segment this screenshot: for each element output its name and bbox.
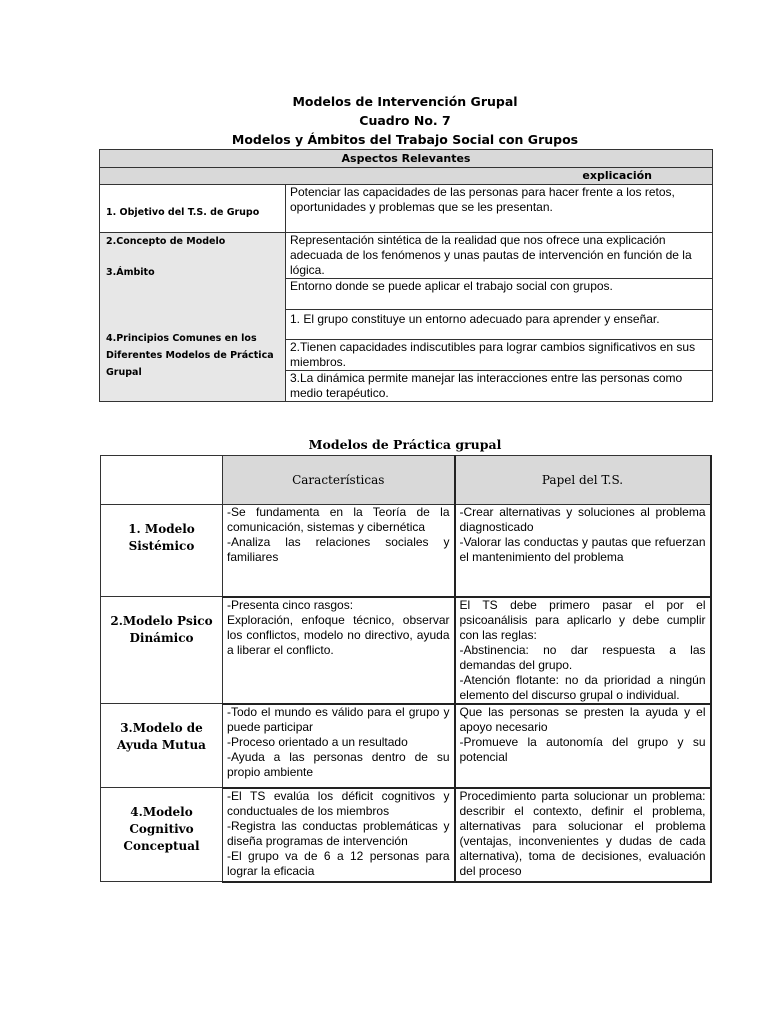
model-characteristics (223, 788, 455, 882)
label-ambito: 3.Ámbito (106, 267, 155, 278)
characteristic-line: -Ayuda a las personas dentro de su propio ambiente (227, 749, 450, 779)
characteristic-line: -Se fundamenta en la Teoría de la comunicación, sistemas y cibernética (227, 505, 450, 534)
row-label-principios: 4.Principios Comunes en los Diferentes Modelos de Práctica Grupal (100, 310, 286, 402)
principle-1: 1. El grupo constituye un entorno adecuado para aprender y enseñar. (286, 310, 713, 340)
characteristic-line: -Registra las conductas problemáticas y diseña programas de intervención (227, 818, 450, 848)
characteristic-line: -Presenta cinco rasgos: (227, 597, 354, 612)
characteristic-line: -Proceso orientado a un resultado (227, 734, 408, 749)
model-characteristics (223, 704, 455, 788)
model-ts-role (455, 788, 711, 882)
role-line: -Promueve la autonomía del grupo y su potencial (459, 734, 706, 764)
model-ts-role (455, 505, 711, 597)
empty-corner-cell (101, 456, 223, 505)
principle-2: 2.Tienen capacidades indiscutibles para lograr cambios significativos en sus miembros. (286, 340, 713, 371)
model-name: 3.Modelo de Ayuda Mutua (101, 704, 223, 788)
subtitle: Modelos y Ámbitos del Trabajo Social con Grupos (231, 132, 579, 147)
characteristic-line: -Todo el mundo es válido para el grupo y puede participar (227, 704, 450, 734)
row-text-objetivo: Potenciar las capacidades de las personas para hacer frente a los retos, oportunidades y problemas que se les presentan. (286, 185, 713, 233)
practice-models-table (100, 455, 712, 883)
role-line: Que las personas se presten la ayuda y el apoyo necesario (459, 704, 706, 734)
characteristic-line: Exploración, enfoque técnico, observar los conflictos, modelo no directivo, ayuda a liberar el conflicto. (227, 612, 450, 657)
model-ts-role (455, 704, 711, 788)
role-line: El TS debe primero pasar el por el psicoanálisis para aplicarlo y debe cumplir con las reglas: (459, 597, 706, 642)
row-text-ambito: Entorno donde se puede aplicar el trabajo social con grupos. (286, 279, 713, 310)
role-line: -Atención flotante: no da prioridad a ningún elemento del discurso grupal o individual. (459, 672, 706, 702)
main-title: Modelos de Intervención Grupal (292, 94, 518, 109)
row-label-objetivo: 1. Objetivo del T.S. de Grupo (100, 185, 286, 233)
role-line: Procedimiento parta solucionar un problema: describir el contexto, definir el problema, alternativas para solucionar el problema (ventajas, inconvenientes y dudas de cada alternativa), toma de decisiones, evaluación del proceso (459, 788, 706, 878)
model-name: 2.Modelo Psico Dinámico (101, 597, 223, 704)
row-text-concepto: Representación sintética de la realidad que nos ofrece una explicación adecuada de los fenómenos y unas pautas de intervención en función de la lógica. (286, 233, 713, 279)
header-aspectos: Aspectos Relevantes (100, 150, 713, 168)
model-characteristics (223, 505, 455, 597)
principle-3: 3.La dinámica permite manejar las interacciones entre las personas como medio terapéutico. (286, 371, 713, 402)
role-line: -Abstinencia: no dar respuesta a las demandas del grupo. (459, 642, 706, 672)
header-papel-ts: Papel del T.S. (455, 456, 711, 505)
header-explicacion: explicación (100, 168, 713, 185)
characteristic-line: -El grupo va de 6 a 12 personas para lograr la eficacia (227, 848, 450, 878)
row-label-concepto-ambito (100, 233, 286, 310)
characteristic-line: -Analiza las relaciones sociales y familiares (227, 535, 450, 564)
document-titles (0, 92, 768, 149)
relevant-aspects-table (99, 149, 713, 402)
role-line: -Valorar las conductas y pautas que refuerzan el mantenimiento del problema (459, 535, 706, 564)
characteristic-line: -El TS evalúa los déficit cognitivos y conductuales de los miembros (227, 788, 450, 818)
header-caracteristicas: Características (223, 456, 455, 505)
practice-models-title: Modelos de Práctica grupal (308, 437, 502, 452)
role-line: -Crear alternativas y soluciones al problema diagnosticado (459, 505, 706, 534)
model-ts-role (455, 597, 711, 704)
model-name: 1. Modelo Sistémico (101, 505, 223, 597)
model-name: 4.Modelo Cognitivo Conceptual (101, 788, 223, 882)
model-characteristics (223, 597, 455, 704)
table-number: Cuadro No. 7 (359, 113, 451, 128)
label-concepto: 2.Concepto de Modelo (106, 236, 226, 247)
